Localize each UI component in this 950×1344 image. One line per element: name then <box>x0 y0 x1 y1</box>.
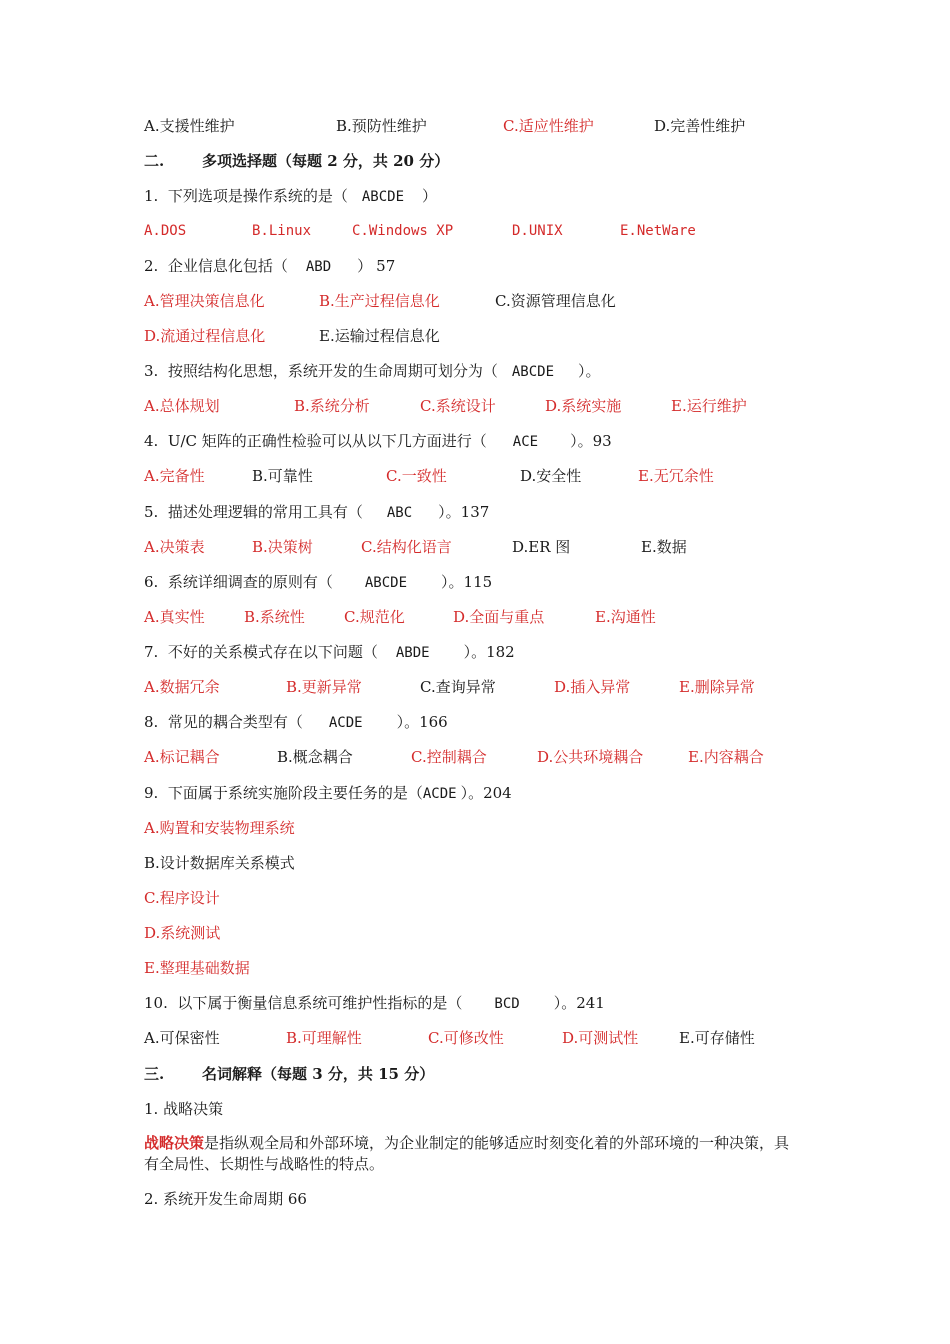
option-a: A.标记耦合 <box>144 748 220 766</box>
question-10 <box>144 993 605 1014</box>
section-number: 三. <box>144 1065 165 1083</box>
answer: BCD <box>494 996 520 1012</box>
option-a: A.数据冗余 <box>144 678 220 696</box>
option-c: C.控制耦合 <box>411 748 487 766</box>
question-1 <box>144 186 437 207</box>
question-close: ） <box>357 257 373 275</box>
term-1-title: 1. 战略决策 <box>144 1100 224 1118</box>
option-e: E.运行维护 <box>671 397 747 415</box>
option-d: D.全面与重点 <box>453 608 545 626</box>
option-a: A.真实性 <box>144 608 205 626</box>
answer: ABCDE <box>511 364 555 380</box>
option-d: D.插入异常 <box>554 678 631 696</box>
option-c: C.规范化 <box>344 608 405 626</box>
option-c: C.Windows XP <box>352 223 454 239</box>
q9-option-d: D.系统测试 <box>144 924 221 942</box>
section-title: 多项选择题（每题 2 分，共 20 分） <box>202 152 450 170</box>
question-close: ）。 <box>553 994 577 1012</box>
question-9 <box>144 783 512 804</box>
q9-option-c: C.程序设计 <box>144 889 220 907</box>
option-b: B.可靠性 <box>252 467 313 485</box>
answer: ACDE <box>422 786 457 802</box>
option-d: D.UNIX <box>512 223 563 239</box>
answer: ACDE <box>328 715 363 731</box>
option-c: C.适应性维护 <box>503 117 594 135</box>
question-8 <box>144 712 448 733</box>
option-b: B.决策树 <box>252 538 313 556</box>
q9-option-b: B.设计数据库关系模式 <box>144 854 295 872</box>
question-close: ）。 <box>463 643 487 661</box>
option-d: D.系统实施 <box>545 397 622 415</box>
option-a: A.可保密性 <box>144 1029 220 1047</box>
option-b: B.概念耦合 <box>277 748 353 766</box>
page-ref: 93 <box>592 432 612 450</box>
option-c: C.一致性 <box>386 467 447 485</box>
q9-option-a: A.购置和安装物理系统 <box>144 819 295 837</box>
page-ref: 204 <box>483 784 512 802</box>
option-e: E.删除异常 <box>679 678 755 696</box>
term-2-title: 2. 系统开发生命周期 66 <box>144 1190 307 1208</box>
option-b: B.生产过程信息化 <box>319 292 440 310</box>
question-stem: 4. U/C 矩阵的正确性检验可以从以下几方面进行（ <box>144 432 487 450</box>
question-close: ）。 <box>396 713 420 731</box>
page-ref: 57 <box>376 257 396 275</box>
question-stem: 5. 描述处理逻辑的常用工具有（ <box>144 503 363 521</box>
option-a: A.完备性 <box>144 467 205 485</box>
term-keyword: 战略决策 <box>144 1134 205 1152</box>
option-a: A.管理决策信息化 <box>144 292 265 310</box>
option-a: A.决策表 <box>144 538 205 556</box>
option-b: B.系统性 <box>244 608 305 626</box>
option-b: B.Linux <box>252 223 312 239</box>
question-3 <box>144 361 601 382</box>
question-stem: 7. 不好的关系模式存在以下问题（ <box>144 643 378 661</box>
question-close: ）。 <box>578 362 601 380</box>
option-a: A.DOS <box>144 223 187 239</box>
option-c: C.查询异常 <box>420 678 496 696</box>
answer: ABCDE <box>361 189 405 205</box>
question-stem: 9. 下面属于系统实施阶段主要任务的是（ <box>144 784 423 802</box>
question-5 <box>144 502 489 523</box>
option-c: C.系统设计 <box>420 397 496 415</box>
question-close: ）。 <box>570 432 593 450</box>
option-c: C.可修改性 <box>428 1029 504 1047</box>
page-ref: 166 <box>419 713 448 731</box>
question-stem: 3. 按照结构化思想，系统开发的生命周期可划分为（ <box>144 362 498 380</box>
option-e: E.运输过程信息化 <box>319 327 440 345</box>
answer: ABD <box>305 259 332 275</box>
question-stem: 8. 常见的耦合类型有（ <box>144 713 303 731</box>
option-e: E.沟通性 <box>595 608 656 626</box>
question-7 <box>144 642 515 663</box>
page-ref: 182 <box>486 643 515 661</box>
q9-option-e: E.整理基础数据 <box>144 959 250 977</box>
option-e: E.内容耦合 <box>688 748 764 766</box>
question-2 <box>144 256 395 277</box>
question-stem: 10. 以下属于衡量信息系统可维护性指标的是（ <box>144 994 463 1012</box>
option-d: D.流通过程信息化 <box>144 327 266 345</box>
option-c: C.资源管理信息化 <box>495 292 616 310</box>
option-e: E.无冗余性 <box>638 467 714 485</box>
option-e: E.数据 <box>641 538 687 556</box>
term-definition-text: 是指纵观全局和外部环境，为企业制定的能够适应时刻变化着的外部环境的一种决策，具有全局性、长期性与战略性的特点。 <box>144 1134 790 1173</box>
page-ref: 115 <box>463 573 493 591</box>
section-heading-multiple-choice <box>144 151 450 171</box>
answer: ABC <box>386 505 413 521</box>
question-close: ）。 <box>460 784 484 802</box>
answer: ABDE <box>395 645 430 661</box>
option-e: E.可存储性 <box>679 1029 755 1047</box>
answer: ABCDE <box>364 575 408 591</box>
question-stem: 6. 系统详细调查的原则有（ <box>144 573 333 591</box>
term-1-definition <box>144 1133 804 1175</box>
option-d: D.安全性 <box>520 467 582 485</box>
question-stem: 2. 企业信息化包括（ <box>144 257 288 275</box>
option-b: B.可理解性 <box>286 1029 362 1047</box>
section-number: 二. <box>144 152 165 170</box>
option-b: B.更新异常 <box>286 678 362 696</box>
section-heading-terms <box>144 1064 435 1084</box>
page-ref: 241 <box>576 994 605 1012</box>
question-stem: 1. 下列选项是操作系统的是（ <box>144 187 348 205</box>
option-d: D.完善性维护 <box>654 117 746 135</box>
option-d: D.ER 图 <box>512 538 571 556</box>
option-e: E.NetWare <box>620 223 696 239</box>
option-d: D.可测试性 <box>562 1029 639 1047</box>
option-b: B.预防性维护 <box>336 117 427 135</box>
option-a: A.支援性维护 <box>144 117 235 135</box>
option-c: C.结构化语言 <box>361 538 452 556</box>
question-close: ）。 <box>438 503 461 521</box>
question-4 <box>144 431 612 452</box>
option-d: D.公共环境耦合 <box>537 748 644 766</box>
section-title: 名词解释（每题 3 分，共 15 分） <box>202 1065 435 1083</box>
question-close: ） <box>422 187 438 205</box>
question-close: ）。 <box>441 573 464 591</box>
page-ref: 137 <box>460 503 490 521</box>
option-b: B.系统分析 <box>294 397 370 415</box>
answer: ACE <box>512 434 539 450</box>
option-a: A.总体规划 <box>144 397 220 415</box>
question-6 <box>144 572 492 593</box>
